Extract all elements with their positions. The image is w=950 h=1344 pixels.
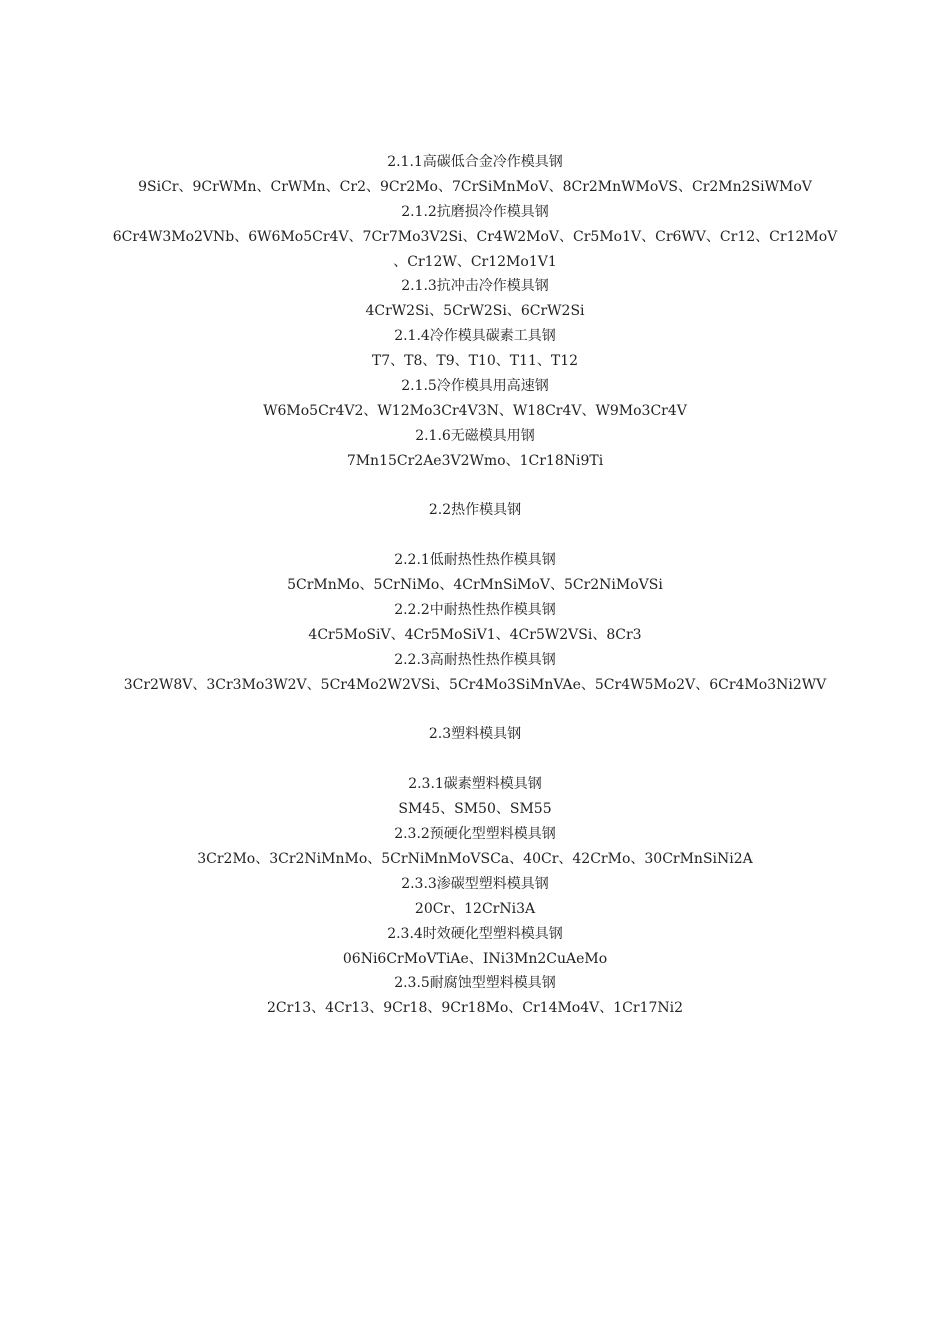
steel-grade-list: 3Cr2W8V、3Cr3Mo3W2V、5Cr4Mo2W2VSi、5Cr4Mo3SiMnVAe、5Cr4W5Mo2V、6Cr4Mo3Ni2WV [123,676,827,693]
heading-2-3-2: 2.3.2预硬化型塑料模具钢 [394,826,556,843]
steel-grade-list: W6Mo5Cr4V2、W12Mo3Cr4V3N、W18Cr4V、W9Mo3Cr4V [263,402,687,419]
heading-2-1-6: 2.1.6无磁模具用钢 [415,427,535,444]
heading-2-1-5: 2.1.5冷作模具用高速钢 [401,378,549,395]
steel-grade-list-continued: 、Cr12W、Cr12Mo1V1 [393,253,557,270]
blank-line [0,474,950,499]
heading-2-3-5: 2.3.5耐腐蚀型塑料模具钢 [394,975,556,992]
blank-line [0,747,950,772]
heading-2-1-4: 2.1.4冷作模具碳素工具钢 [394,328,556,345]
heading-2-3-3: 2.3.3渗碳型塑料模具钢 [401,875,549,892]
heading-2-3-4: 2.3.4时效硬化型塑料模具钢 [387,925,563,942]
heading-2-3-1: 2.3.1碳素塑料模具钢 [408,776,542,793]
blank-line [0,698,950,723]
steel-grade-list: T7、T8、T9、T10、T11、T12 [371,353,579,370]
steel-grade-list: 06Ni6CrMoVTiAe、INi3Mn2CuAeMo [342,950,608,967]
heading-2-2-2: 2.2.2中耐热性热作模具钢 [394,602,556,619]
steel-grade-list: 3Cr2Mo、3Cr2NiMnMo、5CrNiMnMoVSCa、40Cr、42CrMo、30CrMnSiNi2A [197,850,753,867]
document-body [0,150,950,1021]
steel-grade-list: 4Cr5MoSiV、4Cr5MoSiV1、4Cr5W2VSi、8Cr3 [308,626,642,643]
steel-grade-list: 5CrMnMo、5CrNiMo、4CrMnSiMoV、5Cr2NiMoVSi [287,577,663,594]
heading-2-1-2: 2.1.2抗磨损冷作模具钢 [401,203,549,220]
heading-2-2: 2.2热作模具钢 [428,502,522,519]
heading-2-2-3: 2.2.3高耐热性热作模具钢 [394,651,556,668]
heading-2-3: 2.3塑料模具钢 [428,726,522,743]
steel-grade-list: 20Cr、12CrNi3A [414,900,536,917]
steel-grade-list: 4CrW2Si、5CrW2Si、6CrW2Si [365,303,585,320]
blank-line [0,523,950,548]
heading-2-1-1: 2.1.1高碳低合金冷作模具钢 [387,154,563,170]
steel-grade-list: 9SiCr、9CrWMn、CrWMn、Cr2、9Cr2Mo、7CrSiMnMoV、8Cr2MnWMoVS、Cr2Mn2SiWMoV [138,178,812,195]
heading-2-1-3: 2.1.3抗冲击冷作模具钢 [401,278,549,295]
steel-grade-list: 2Cr13、4Cr13、9Cr18、9Cr18Mo、Cr14Mo4V、1Cr17Ni2 [266,1000,684,1017]
heading-2-2-1: 2.2.1低耐热性热作模具钢 [394,552,556,569]
steel-grade-list: 6Cr4W3Mo2VNb、6W6Mo5Cr4V、7Cr7Mo3V2Si、Cr4W2MoV、Cr5Mo1V、Cr6WV、Cr12、Cr12MoV [112,228,838,245]
steel-grade-list: SM45、SM50、SM55 [398,801,552,818]
steel-grade-list: 7Mn15Cr2Ae3V2Wmo、1Cr18Ni9Ti [346,452,604,469]
